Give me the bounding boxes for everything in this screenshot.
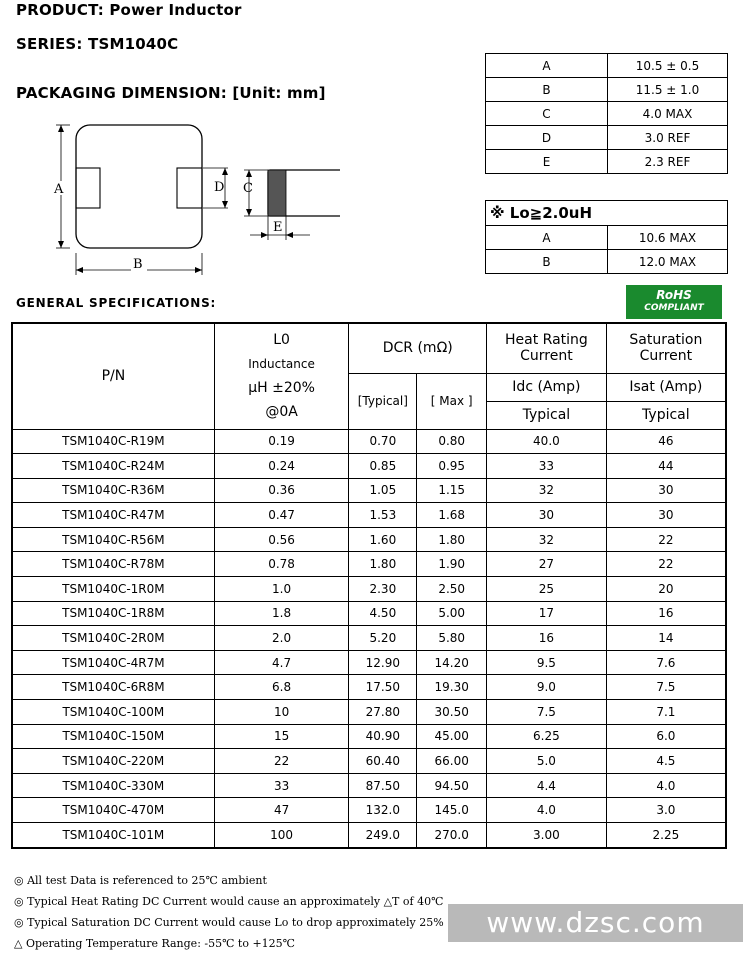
col-idc-typical: Typical [487,401,607,429]
note-1: ◎ All test Data is referenced to 25℃ ambient [14,874,267,887]
col-isat-typical: Typical [606,401,726,429]
table-cell: 132.0 [349,798,417,823]
table-cell: 16 [606,601,726,626]
table-cell: 30 [606,478,726,503]
table-row [12,724,726,749]
table-cell: 1.0 [214,577,349,602]
table-cell: 145.0 [417,798,487,823]
table-row [12,773,726,798]
table-cell: 33 [487,454,607,479]
note-3: ◎ Typical Saturation DC Current would cause Lo to drop approximately 25% [14,916,444,929]
table-row [12,454,726,479]
table-cell: 30.50 [417,700,487,725]
table-cell: 0.80 [417,429,487,454]
table-cell: 12.90 [349,650,417,675]
table-cell: 6.25 [487,724,607,749]
note-4: △ Operating Temperature Range: -55℃ to +125℃ [14,937,295,950]
table-row [486,150,728,174]
table-cell: 1.15 [417,478,487,503]
rohs-line2: COMPLIANT [644,303,704,313]
notes [14,870,444,954]
col-isat: Isat (Amp) [606,373,726,401]
table-cell: TSM1040C-R19M [12,429,214,454]
label-e: E [273,220,283,235]
table-cell: 7.5 [487,700,607,725]
table-cell: 9.0 [487,675,607,700]
table-cell: 44 [606,454,726,479]
dim-key: E [486,150,608,174]
table-cell: TSM1040C-R36M [12,478,214,503]
table-cell: TSM1040C-R56M [12,527,214,552]
spec-table [11,322,727,849]
table-cell: 0.36 [214,478,349,503]
dim-key: A [486,226,608,250]
note-2: ◎ Typical Heat Rating DC Current would cause an approximately △T of 40℃ [14,895,444,908]
table-cell: 100 [214,823,349,848]
label-a: A [54,182,64,197]
table-cell: 46 [606,429,726,454]
table-cell: TSM1040C-470M [12,798,214,823]
table-cell: 9.5 [487,650,607,675]
dim-value: 10.6 MAX [608,226,728,250]
table-cell: 0.95 [417,454,487,479]
col-dcr-max: [ Max ] [417,373,487,429]
table-row [486,226,728,250]
table-row [12,577,726,602]
table-cell: 5.00 [417,601,487,626]
dim-key: B [486,78,608,102]
table-cell: 1.80 [417,527,487,552]
series-title: SERIES: TSM1040C [16,35,179,53]
table-row [486,250,728,274]
dim-value: 3.0 REF [608,126,728,150]
table-cell: 0.85 [349,454,417,479]
heat-line1: Heat Rating [505,332,588,349]
table-cell: 4.5 [606,749,726,774]
table-cell: 2.0 [214,626,349,651]
table-cell: 16 [487,626,607,651]
table-row [486,54,728,78]
table-cell: 40.90 [349,724,417,749]
right-terminal [177,168,202,208]
table-row [12,749,726,774]
table-cell: TSM1040C-330M [12,773,214,798]
table-cell: 0.70 [349,429,417,454]
table-cell: 4.4 [487,773,607,798]
table-cell: TSM1040C-150M [12,724,214,749]
dim-key: D [486,126,608,150]
table-cell: 32 [487,478,607,503]
table-cell: 7.6 [606,650,726,675]
l0-inductance: Inductance [248,357,315,372]
dimension-drawing [40,120,340,280]
table-cell: 4.0 [606,773,726,798]
dim-key: C [486,102,608,126]
table-cell: 30 [606,503,726,528]
table-cell: 2.50 [417,577,487,602]
packaging-title: PACKAGING DIMENSION: [Unit: mm] [16,84,326,102]
l0-label: L0 [273,332,290,349]
table-row [12,478,726,503]
table-cell: 27.80 [349,700,417,725]
table-cell: 22 [214,749,349,774]
table-row [12,626,726,651]
table-cell: TSM1040C-1R8M [12,601,214,626]
table-cell: 0.78 [214,552,349,577]
table-cell: TSM1040C-R78M [12,552,214,577]
general-specs-title: GENERAL SPECIFICATIONS: [16,296,217,310]
table-cell: 3.00 [487,823,607,848]
sat-line1: Saturation [629,332,703,349]
left-terminal [76,168,100,208]
table-cell: 1.05 [349,478,417,503]
table-cell: 22 [606,527,726,552]
l0-current: @0A [265,404,298,421]
table-cell: TSM1040C-100M [12,700,214,725]
table-cell: 249.0 [349,823,417,848]
col-dcr: DCR (mΩ) [349,323,487,373]
watermark: www.dzsc.com [448,904,743,942]
table-cell: 66.00 [417,749,487,774]
table-cell: TSM1040C-101M [12,823,214,848]
table-cell: 1.8 [214,601,349,626]
table-cell: TSM1040C-220M [12,749,214,774]
table-cell: 60.40 [349,749,417,774]
dim-key: B [486,250,608,274]
table-cell: 1.68 [417,503,487,528]
table-cell: 40.0 [487,429,607,454]
dim-value: 4.0 MAX [608,102,728,126]
table-cell: 14 [606,626,726,651]
table-cell: TSM1040C-4R7M [12,650,214,675]
table-cell: 4.7 [214,650,349,675]
table-row [12,527,726,552]
table-cell: 3.0 [606,798,726,823]
table-cell: TSM1040C-1R0M [12,577,214,602]
table-cell: 17.50 [349,675,417,700]
table-cell: 33 [214,773,349,798]
table-cell: 4.0 [487,798,607,823]
table-row [486,78,728,102]
lo-dimension-table [485,200,728,274]
table-cell: 0.47 [214,503,349,528]
table-cell: 25 [487,577,607,602]
label-b: B [133,257,143,272]
table-cell: 1.60 [349,527,417,552]
lo-title: ※ Lo≧2.0uH [486,201,728,226]
table-cell: 7.5 [606,675,726,700]
col-pn: P/N [12,323,214,429]
dim-value: 11.5 ± 1.0 [608,78,728,102]
table-row [486,126,728,150]
product-title: PRODUCT: Power Inductor [16,1,242,19]
rohs-line1: RoHS [656,288,692,302]
table-cell: 5.0 [487,749,607,774]
table-row [12,675,726,700]
dimension-table [485,53,728,174]
table-cell: 32 [487,527,607,552]
rohs-badge [626,285,722,319]
table-cell: 15 [214,724,349,749]
table-cell: 2.25 [606,823,726,848]
table-cell: 45.00 [417,724,487,749]
table-cell: 94.50 [417,773,487,798]
table-row [12,429,726,454]
label-c: C [243,181,253,196]
table-cell: 0.19 [214,429,349,454]
table-cell: 17 [487,601,607,626]
table-cell: 0.24 [214,454,349,479]
table-cell: TSM1040C-R24M [12,454,214,479]
table-cell: 1.53 [349,503,417,528]
col-dcr-typical: [Typical] [349,373,417,429]
table-cell: TSM1040C-6R8M [12,675,214,700]
table-cell: 6.0 [606,724,726,749]
dim-value: 10.5 ± 0.5 [608,54,728,78]
table-cell: 0.56 [214,527,349,552]
table-cell: 1.90 [417,552,487,577]
table-row [12,700,726,725]
table-cell: 30 [487,503,607,528]
l0-tolerance: μH ±20% [248,380,315,397]
table-cell: TSM1040C-R47M [12,503,214,528]
table-row [486,102,728,126]
sat-line2: Current [639,348,693,365]
table-cell: 19.30 [417,675,487,700]
table-row [12,798,726,823]
table-cell: 4.50 [349,601,417,626]
side-left-terminal [268,170,286,216]
label-d: D [214,180,225,195]
col-heat [487,323,607,373]
table-cell: 5.80 [417,626,487,651]
table-cell: 22 [606,552,726,577]
table-row [12,552,726,577]
table-cell: 47 [214,798,349,823]
inductor-body-outline [76,125,202,248]
col-l0 [214,323,349,429]
heat-line2: Current [520,348,573,365]
dim-key: A [486,54,608,78]
table-cell: 5.20 [349,626,417,651]
table-cell: 7.1 [606,700,726,725]
col-sat [606,323,726,373]
col-idc: Idc (Amp) [487,373,607,401]
table-cell: 27 [487,552,607,577]
table-row [12,601,726,626]
table-cell: 14.20 [417,650,487,675]
table-cell: 87.50 [349,773,417,798]
dim-value: 2.3 REF [608,150,728,174]
table-row [12,650,726,675]
table-cell: 10 [214,700,349,725]
table-cell: 1.80 [349,552,417,577]
table-cell: 2.30 [349,577,417,602]
table-row [12,503,726,528]
table-cell: 270.0 [417,823,487,848]
table-cell: 20 [606,577,726,602]
table-cell: 6.8 [214,675,349,700]
dim-value: 12.0 MAX [608,250,728,274]
table-row [12,823,726,848]
table-cell: TSM1040C-2R0M [12,626,214,651]
